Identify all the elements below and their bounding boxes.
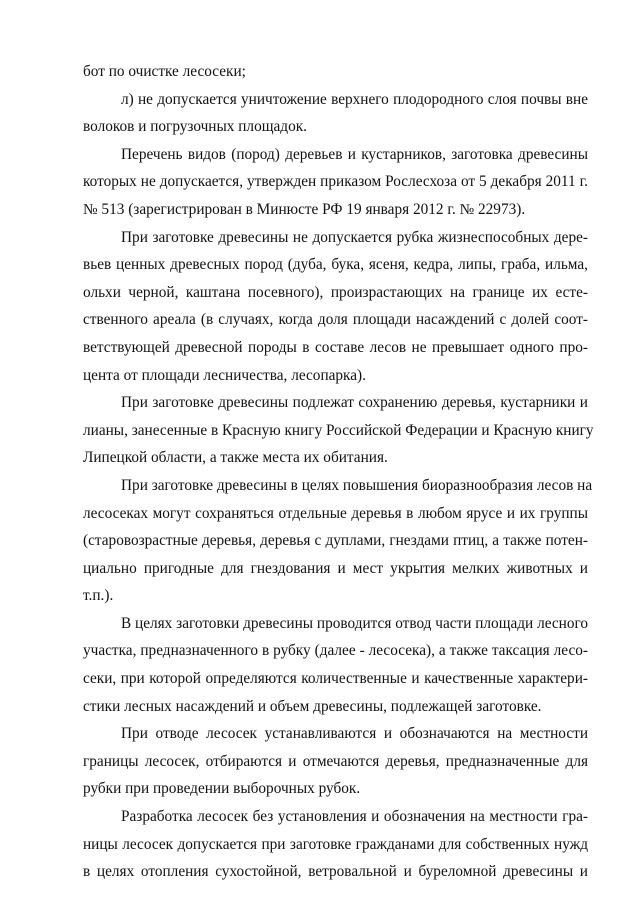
text-line: бот по очистке лесосеки; xyxy=(83,63,246,80)
text-line: При заготовке древесины подлежат сохранению деревья, кустарники и xyxy=(121,394,588,412)
text-line: которых не допускается, утвержден приказом Рослесхоза от 5 декабря 2011 г. xyxy=(83,173,588,191)
text-line: рубки при проведении выборочных рубок. xyxy=(83,780,361,798)
text-line: циально пригодные для гнездования и мест укрытия мелких животных и xyxy=(83,559,588,577)
text-line: При отводе лесосек устанавливаются и обозначаются на местности xyxy=(121,725,588,743)
text-line: в целях отопления сухостойной, ветровальной и буреломной древесины и xyxy=(83,863,588,881)
text-line: т.п.). xyxy=(83,587,114,605)
text-line: Разработка лесосек без установления и обозначения на местности гра- xyxy=(121,808,588,826)
text-line: При заготовке древесины в целях повышения биоразнообразия лесов на xyxy=(121,476,593,494)
text-line: ветствующей древесной породы в составе лесов не превышает одного про- xyxy=(83,338,588,356)
text-line: При заготовке древесины не допускается рубка жизнеспособных дере- xyxy=(121,228,588,246)
text-line: волоков и погрузочных площадок. xyxy=(83,118,307,136)
text-line: Липецкой области, а также места их обитания. xyxy=(83,449,388,467)
text-line: № 513 (зарегистрирован в Минюсте РФ 19 января 2012 г. № 22973). xyxy=(83,200,526,218)
text-line: ницы лесосек допускается при заготовке гражданами для собственных нужд xyxy=(83,835,588,853)
text-line: (старовозрастные деревья, деревья с дуплами, гнездами птиц, а также потен- xyxy=(83,532,588,550)
text-line: л) не допускается уничтожение верхнего плодородного слоя почвы вне xyxy=(121,90,588,108)
text-line: стики лесных насаждений и объем древесины, подлежащей заготовке. xyxy=(83,697,542,715)
text-line: ольхи черной, каштана посевного), произрастающих на границе их есте- xyxy=(83,283,588,301)
text-line: В целях заготовки древесины проводится отвод части площади лесного xyxy=(121,614,589,632)
text-line: Перечень видов (пород) деревьев и кустарников, заготовка древесины xyxy=(121,145,588,163)
text-line: границы лесосек, отбираются и отмечаются деревья, предназначенные для xyxy=(83,752,588,770)
text-line: цента от площади лесничества, лесопарка). xyxy=(83,366,366,384)
text-line: ственного ареала (в случаях, когда доля площади насаждений с долей соот- xyxy=(83,311,588,329)
text-line: лесосеках могут сохраняться отдельные деревья в любом ярусе и их группы xyxy=(83,504,588,522)
text-line: участка, предназначенного в рубку (далее - лесосека), а также таксация лесо- xyxy=(83,642,588,660)
text-line: секи, при которой определяются количественные и качественные характери- xyxy=(83,670,588,688)
document-body xyxy=(83,58,594,886)
text-line: вьев ценных древесных пород (дуба, бука, ясеня, кедра, липы, граба, ильма, xyxy=(83,256,588,274)
text-line: лианы, занесенные в Красную книгу Российской Федерации и Красную книгу xyxy=(83,421,594,439)
